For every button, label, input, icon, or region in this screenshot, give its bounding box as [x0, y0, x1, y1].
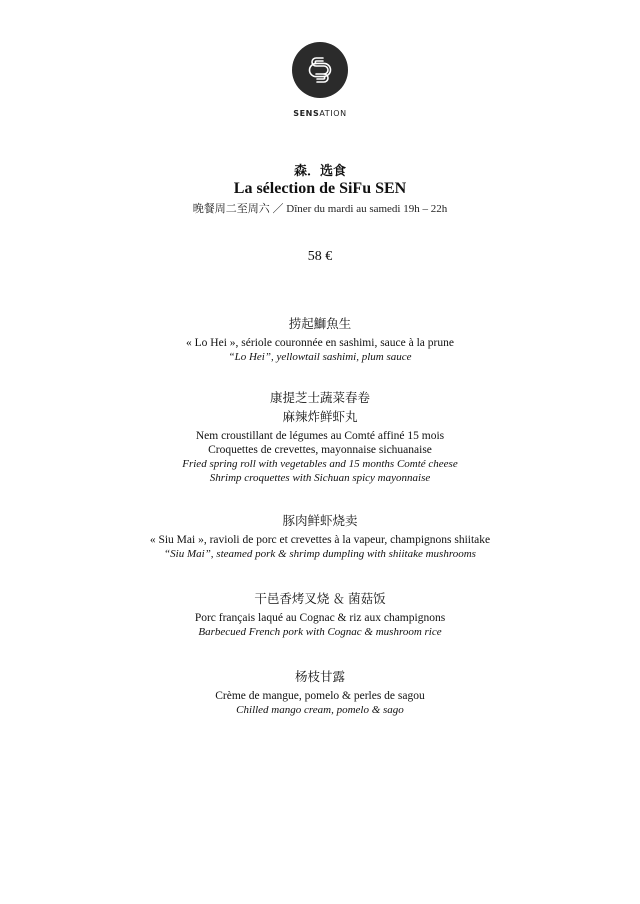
brand-name: SENSATION: [293, 109, 347, 118]
sifu-sen-logo-icon: [292, 42, 348, 98]
opening-hours: 晚餐周二至周六 ／ Dîner du mardi au samedi 19h – 22h: [192, 203, 448, 215]
course-3: [0, 512, 640, 561]
course-description-french: « Siu Mai », ravioli de porc et crevettes à la vapeur, champignons shiitake: [149, 534, 491, 546]
course-4: [0, 590, 640, 639]
course-name-chinese: 豚肉鲜虾烧卖: [282, 514, 358, 528]
menu-price: 58 €: [307, 249, 333, 264]
course-name-chinese: 康提芝士蔬菜春卷: [269, 391, 370, 405]
course-description-french: Croquettes de crevettes, mayonnaise sichuanaise: [208, 444, 432, 456]
course-description-french: Crème de mangue, pomelo & perles de sagou: [215, 690, 425, 702]
course-name-chinese: 干邑香烤叉烧 ＆ 菌菇饭: [254, 592, 386, 606]
menu-title-chinese: 森．选食: [293, 164, 346, 179]
course-name-chinese: 杨枝甘露: [294, 670, 345, 684]
course-description-english: Shrimp croquettes with Sichuan spicy mayonnaise: [209, 472, 431, 484]
course-2: [0, 389, 640, 485]
course-description-english: Fried spring roll with vegetables and 15 months Comté cheese: [182, 458, 458, 470]
course-name-chinese: 麻辣炸鲜虾丸: [282, 410, 358, 424]
course-name-chinese: 捞起鰤魚生: [288, 317, 352, 331]
course-description-english: “Siu Mai”, steamed pork & shrimp dumpling with shiitake mushrooms: [164, 548, 476, 560]
course-description-english: Barbecued French pork with Cognac & mushroom rice: [198, 626, 442, 638]
course-description-french: Nem croustillant de légumes au Comté affiné 15 mois: [195, 430, 445, 442]
course-description-english: “Lo Hei”, yellowtail sashimi, plum sauce: [228, 351, 412, 363]
course-description-french: « Lo Hei », sériole couronnée en sashimi, sauce à la prune: [186, 337, 454, 349]
course-description-english: Chilled mango cream, pomelo & sago: [236, 704, 404, 716]
course-description-french: Porc français laqué au Cognac & riz aux champignons: [194, 612, 446, 624]
course-5: [0, 668, 640, 717]
menu-title-french: La sélection de SiFu SEN: [233, 180, 407, 197]
logo: [0, 42, 640, 118]
course-1: [0, 315, 640, 364]
